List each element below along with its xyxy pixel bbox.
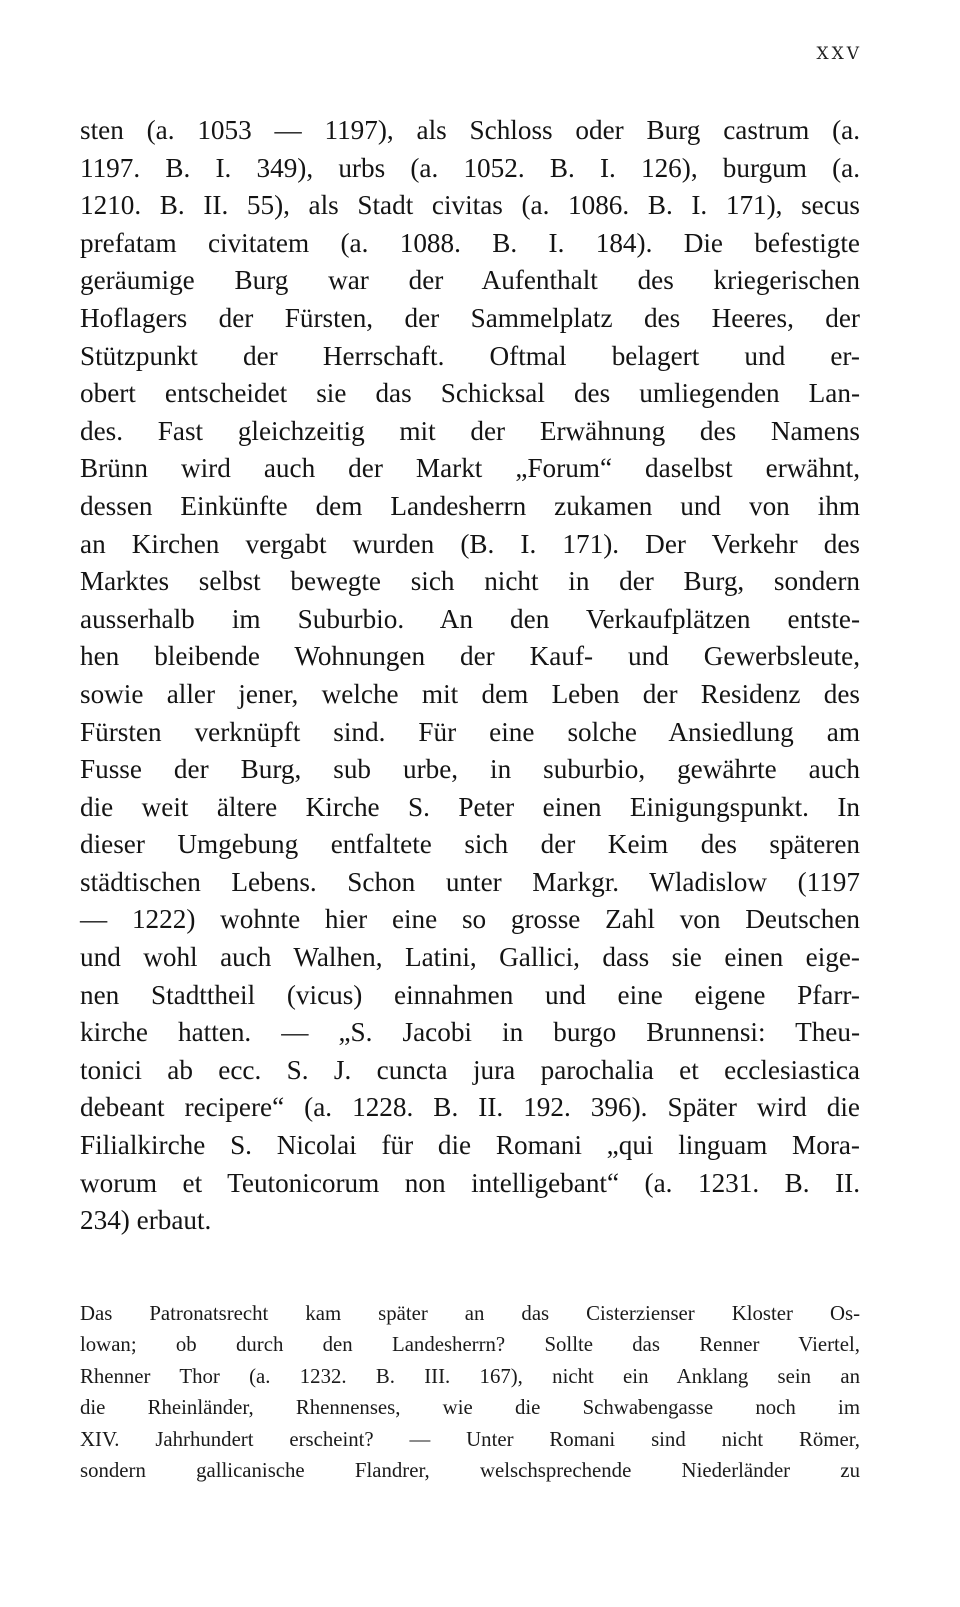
body-line: prefatam civitatem (a. 1088. B. I. 184). Die befestigte	[80, 227, 860, 258]
body-line: und wohl auch Walhen, Latini, Gallici, dass sie einen eige-	[80, 942, 860, 973]
body-line: ausserhalb im Suburbio. An den Verkaufplätzen entste-	[80, 603, 860, 634]
body-line: Fürsten verknüpft sind. Für eine solche Ansiedlung am	[80, 716, 860, 747]
body-line: dieser Umgebung entfaltete sich der Keim des späteren	[80, 829, 860, 860]
body-text	[80, 112, 860, 1240]
body-line: des. Fast gleichzeitig mit der Erwähnung des Namens	[80, 415, 860, 446]
body-line: 234) erbaut.	[80, 1205, 212, 1236]
footnote-line: XIV. Jahrhundert erscheint? — Unter Romani sind nicht Römer,	[80, 1427, 860, 1451]
body-line: tonici ab ecc. S. J. cuncta jura parochalia et ecclesiastica	[80, 1054, 860, 1085]
body-line: Stützpunkt der Herrschaft. Oftmal belagert und er-	[80, 340, 860, 371]
body-line: sowie aller jener, welche mit dem Leben der Residenz des	[80, 678, 860, 709]
body-line: sten (a. 1053 — 1197), als Schloss oder Burg castrum (a.	[80, 115, 860, 145]
body-line: hen bleibende Wohnungen der Kauf- und Gewerbsleute,	[80, 641, 860, 672]
body-line: worum et Teutonicorum non intelligebant“ (a. 1231. B. II.	[80, 1167, 860, 1198]
body-line: Filialkirche S. Nicolai für die Romani „qui linguam Mora-	[80, 1130, 860, 1161]
body-line: Marktes selbst bewegte sich nicht in der Burg, sondern	[80, 566, 860, 597]
body-line: dessen Einkünfte dem Landesherrn zukamen und von ihm	[80, 490, 860, 521]
body-line: kirche hatten. — „S. Jacobi in burgo Brunnensi: Theu-	[80, 1017, 860, 1048]
body-line: geräumige Burg war der Aufenthalt des kriegerischen	[80, 265, 860, 296]
body-line: Brünn wird auch der Markt „Forum“ daselbst erwähnt,	[80, 453, 860, 484]
body-line: nen Stadttheil (vicus) einnahmen und eine eigene Pfarr-	[80, 979, 860, 1010]
footnote-line: Rhenner Thor (a. 1232. B. III. 167), nicht ein Anklang sein an	[80, 1364, 860, 1388]
footnote	[80, 1298, 860, 1486]
body-line: debeant recipere“ (a. 1228. B. II. 192. 396). Später wird die	[80, 1092, 860, 1123]
body-line: 1197. B. I. 349), urbs (a. 1052. B. I. 126), burgum (a.	[80, 152, 860, 183]
footnote-line: die Rheinländer, Rhennenses, wie die Schwabengasse noch im	[80, 1396, 860, 1420]
body-line: an Kirchen vergabt wurden (B. I. 171). Der Verkehr des	[80, 528, 860, 559]
footnote-line: lowan; ob durch den Landesherrn? Sollte das Renner Viertel,	[80, 1333, 860, 1357]
body-line: städtischen Lebens. Schon unter Markgr. Wladislow (1197	[80, 866, 860, 897]
body-line: Hoflagers der Fürsten, der Sammelplatz des Heeres, der	[80, 302, 860, 333]
body-line: — 1222) wohnte hier eine so grosse Zahl von Deutschen	[80, 904, 860, 935]
body-line: 1210. B. II. 55), als Stadt civitas (a. 1086. B. I. 171), secus	[80, 190, 860, 221]
body-line: die weit ältere Kirche S. Peter einen Einigungspunkt. In	[80, 791, 860, 822]
footnote-line: Das Patronatsrecht kam später an das Cisterzienser Kloster Os-	[80, 1302, 860, 1325]
body-line: Fusse der Burg, sub urbe, in suburbio, gewährte auch	[80, 754, 860, 785]
footnote-line: sondern gallicanische Flandrer, welschsprechende Niederländer zu	[80, 1459, 860, 1483]
page-number: XXV	[816, 44, 862, 64]
body-line: obert entscheidet sie das Schicksal des umliegenden Lan-	[80, 378, 860, 409]
